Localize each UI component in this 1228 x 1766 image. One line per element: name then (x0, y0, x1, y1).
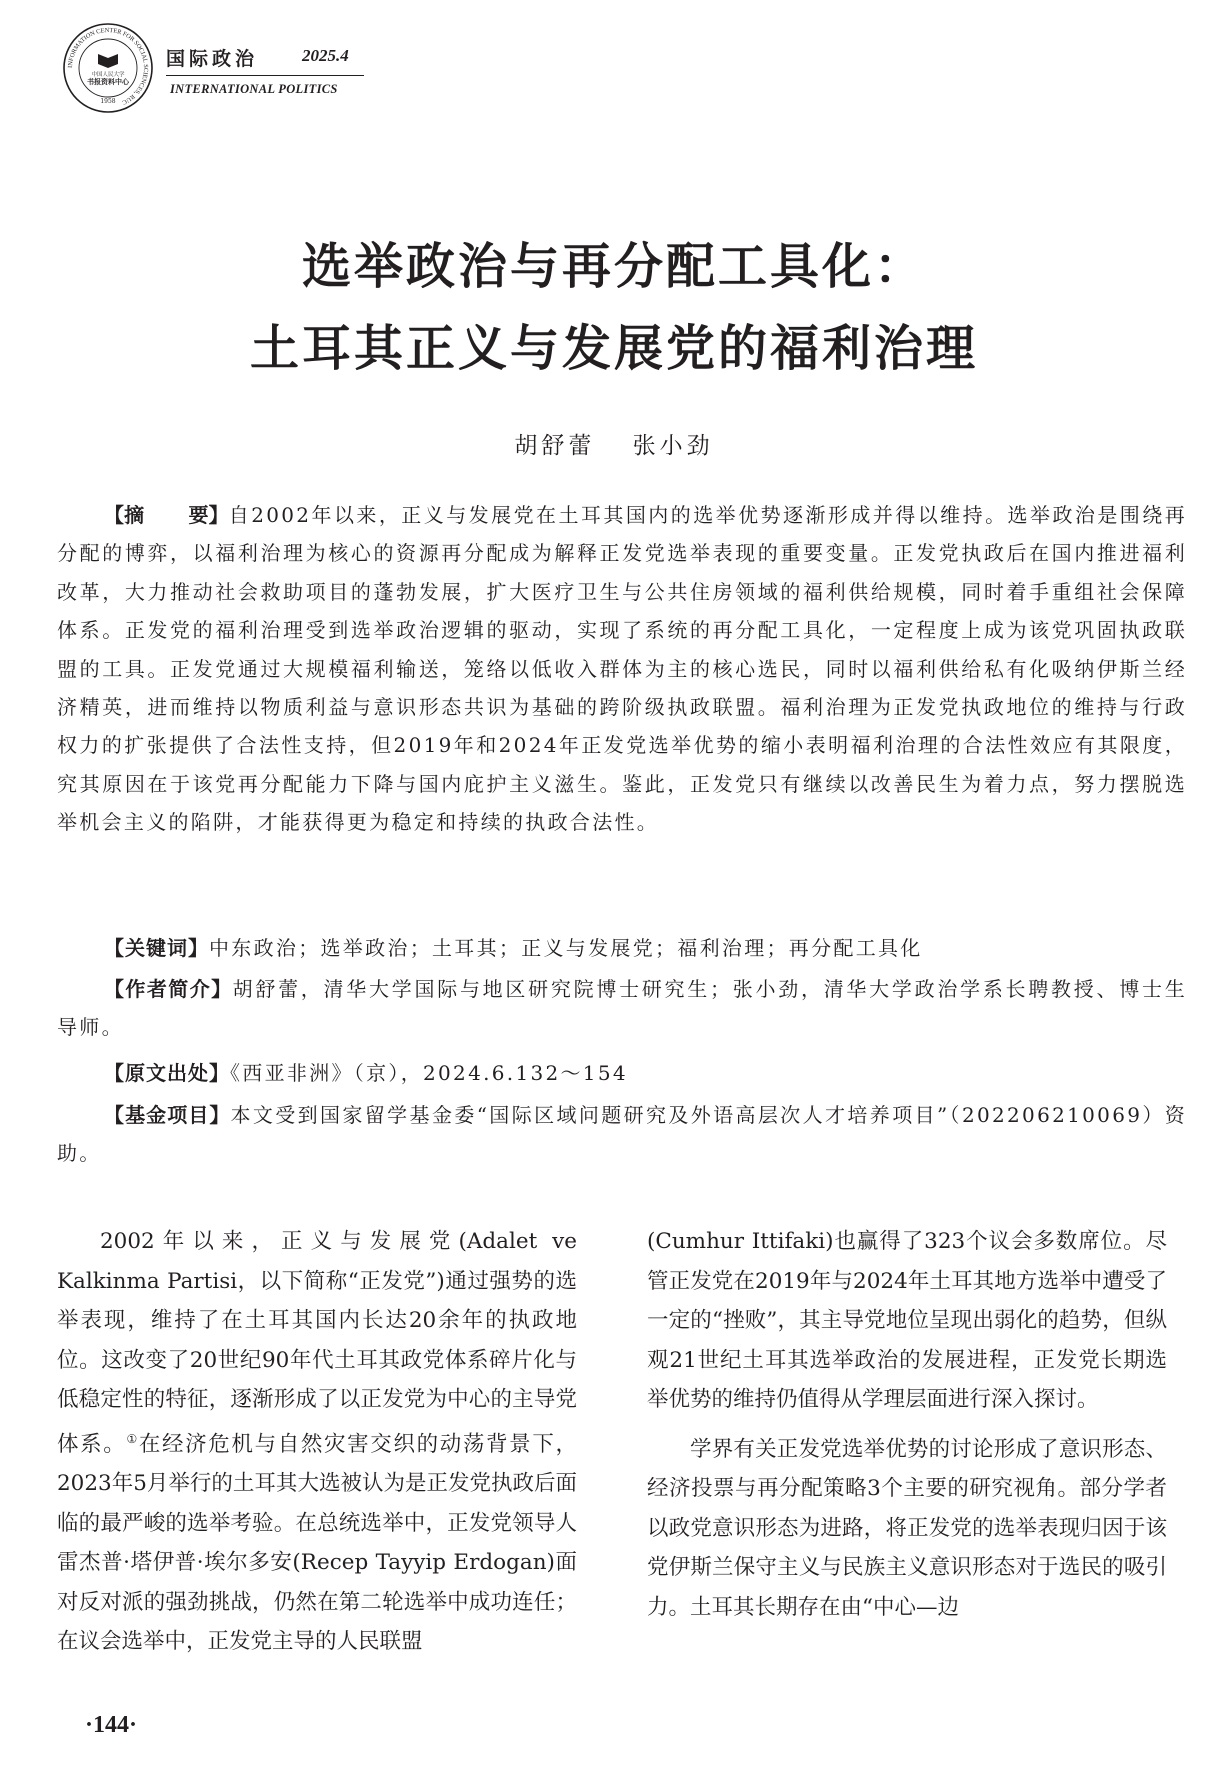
keywords-paragraph (57, 929, 1228, 967)
author-bio-label: 【作者简介】 (104, 977, 233, 1001)
logo-ring-text: INFORMATION CENTER FOR SOCIAL SCIENCES, RUC (66, 26, 150, 106)
body-left-text-a: 2002年以来，正义与发展党(Adalet ve Kalkinma Partisi，以下简称“正发党”)通过强势的选举表现，维持了在土耳其国内长达20余年的执政地位。这改变了20世纪90年代土耳其政党体系碎片化与低稳定性的特征，逐渐形成了以正发党为中心的主导党体系。 (57, 1229, 577, 1457)
funding-paragraph (57, 1096, 1187, 1173)
journal-logo-seal (60, 20, 156, 116)
header-divider (166, 75, 364, 76)
book-icon (98, 54, 118, 68)
abstract-label: 【摘 要】 (104, 503, 229, 527)
journal-title-cn: 国际政治 (166, 48, 259, 70)
funding-label: 【基金项目】 (104, 1103, 231, 1127)
article-authors: 胡舒蕾 张小劲 (514, 433, 714, 459)
source-paragraph (57, 1054, 1228, 1092)
author-bio-text: 胡舒蕾，清华大学国际与地区研究院博士研究生；张小劲，清华大学政治学系长聘教授、博士生导师。 (57, 977, 1187, 1040)
funding-text: 本文受到国家留学基金委“国际区域问题研究及外语高层次人才培养项目”（202206210069）资助。 (57, 1103, 1188, 1166)
keywords-text: 中东政治；选举政治；土耳其；正义与发展党；福利治理；再分配工具化 (209, 936, 923, 960)
body-right-paragraph-1: (Cumhur Ittifaki)也赢得了323个议会多数席位。尽管正发党在2019年与2024年土耳其地方选举中遭受了一定的“挫败”，其主导党地位呈现出弱化的趋势，但纵观21世纪土耳其选举政治的发展进程，正发党长期选举优势的维持仍值得从学理层面进行深入探讨。 (647, 1229, 1167, 1412)
abstract-text: 自2002年以来，正义与发展党在土耳其国内的选举优势逐渐形成并得以维持。选举政治是围绕再分配的博弈，以福利治理为核心的资源再分配成为解释正发党选举表现的重要变量。正发党执政后在国内推进福利改革，大力推动社会救助项目的蓬勃发展，扩大医疗卫生与公共住房领域的福利供给规模，同时着手重组社会保障体系。正发党的福利治理受到选举政治逻辑的驱动，实现了系统的再分配工具化，一定程度上成为该党巩固执政联盟的工具。正发党通过大规模福利输送，笼络以低收入群体为主的核心选民，同时以福利供给私有化吸纳伊斯兰经济精英，进而维持以物质利益与意识形态共识为基础的跨阶级执政联盟。福利治理为正发党执政地位的维持与行政权力的扩张提供了合法性支持，但2019年和2024年正发党选举优势的缩小表明福利治理的合法性效应有其限度，究其原因在于该党再分配能力下降与国内庇护主义滋生。鉴此，正发党只有继续以改善民生为着力点，努力摆脱选举机会主义的陷阱，才能获得更为稳定和持续的执政合法性。 (57, 503, 1188, 835)
abstract-paragraph (57, 496, 1187, 842)
journal-title-en: INTERNATIONAL POLITICS (170, 82, 338, 96)
body-right-paragraph-2: 学界有关正发党选举优势的讨论形成了意识形态、经济投票与再分配策略3个主要的研究视角。部分学者以政党意识形态为进路，将正发党的选举表现归因于该党伊斯兰保守主义与民族主义意识形态对于选民的吸引力。土耳其长期存在由“中心—边 (647, 1436, 1167, 1620)
body-left-text-b: 在经济危机与自然灾害交织的动荡背景下，2023年5月举行的土耳其大选被认为是正发党执政后面临的最严峻的选举考验。在总统选举中，正发党领导人雷杰普·塔伊普·埃尔多安(Recep Tayyip Erdogan)面对反对派的强劲挑战，仍然在第二轮选举中成功连任；在议会选举中，正发党主导的人民联盟 (57, 1431, 577, 1655)
body-right-column (647, 1222, 1167, 1627)
logo-year: 1958 (100, 98, 116, 105)
journal-issue: 2025.4 (302, 46, 349, 65)
author-bio-paragraph (57, 970, 1187, 1047)
page-number: ·144· (85, 1712, 138, 1738)
article-title-line-2: 土耳其正义与发展党的福利治理 (249, 319, 978, 377)
logo-inner-top: 中国人民大学 (91, 72, 125, 78)
logo-inner-main: 书报资料中心 (87, 77, 129, 86)
keywords-label: 【关键词】 (104, 936, 209, 960)
body-left-column (57, 1222, 577, 1662)
footnote-marker[interactable]: ① (126, 1431, 139, 1446)
article-title-line-1: 选举政治与再分配工具化： (301, 237, 926, 295)
source-text: 《西亚非洲》（京），2024.6.132～154 (230, 1061, 628, 1085)
source-label: 【原文出处】 (104, 1061, 230, 1085)
